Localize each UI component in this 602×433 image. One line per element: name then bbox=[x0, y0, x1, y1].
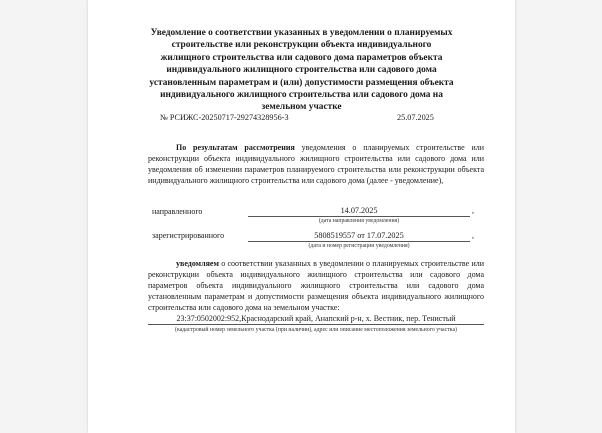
review-paragraph bbox=[148, 143, 484, 187]
land-plot-address-hint: (кадастровый номер земельного участка (при наличии), адрес или описание местоположения земельного участка) bbox=[175, 327, 457, 333]
registration-field: 5808519557 от 17.07.2025 bbox=[248, 230, 470, 242]
registered-comma: , bbox=[472, 231, 474, 240]
land-plot-address: 23:37:0502002:952,Краснодарский край, Анапский р-н, х. Вестник, пер. Тенистый bbox=[148, 313, 484, 325]
document-title: Уведомление о соответствии указанных в уведомлении о планируемых строительстве или реконструкции объекта индивидуального жилищного строительства или садового дома параметров объекта индивидуального жилищного строительства или садового дома установленным параметрам и (или) допустимости размещения объекта индивидуального жилищного строительства или садового дома на земельном участке bbox=[149, 28, 454, 113]
sent-comma: , bbox=[472, 206, 474, 215]
sent-label: направленного bbox=[152, 207, 203, 216]
document-date: 25.07.2025 bbox=[397, 113, 434, 122]
sent-date-field: 14.07.2025 bbox=[248, 205, 470, 217]
notification-paragraph bbox=[148, 259, 484, 314]
review-paragraph-lead: По результатам рассмотрения bbox=[176, 143, 295, 152]
registered-label: зарегистрированного bbox=[152, 231, 225, 240]
document-number: № РСИЖС-20250717-29274328956-3 bbox=[160, 113, 289, 122]
registration-hint: (дата и номер регистрации уведомления) bbox=[308, 243, 410, 249]
document-page bbox=[88, 0, 515, 433]
notification-paragraph-lead: уведомляем bbox=[176, 259, 219, 268]
sent-date-hint: (дата направления уведомления) bbox=[318, 218, 400, 224]
review-paragraph-text: уведомления о планируемых строительстве или реконструкции объекта индивидуального жилищного строительства или садового дома или уведомления об изменении параметров планируемого строительства или реконструкции объекта индивидуального жилищного строительства или садового дома (далее - уведомление), bbox=[148, 143, 484, 185]
top-cropped-fragment bbox=[88, 0, 515, 4]
notification-paragraph-text: о соответствии указанных в уведомлении о планируемых строительстве или реконструкции объекта индивидуального жилищного строительства или садового дома параметров объекта индивидуального жилищного строительства или садового дома установленным параметрам и допустимости размещения объекта индивидуального жилищного строительства или садового дома на земельном участке: bbox=[148, 259, 484, 312]
